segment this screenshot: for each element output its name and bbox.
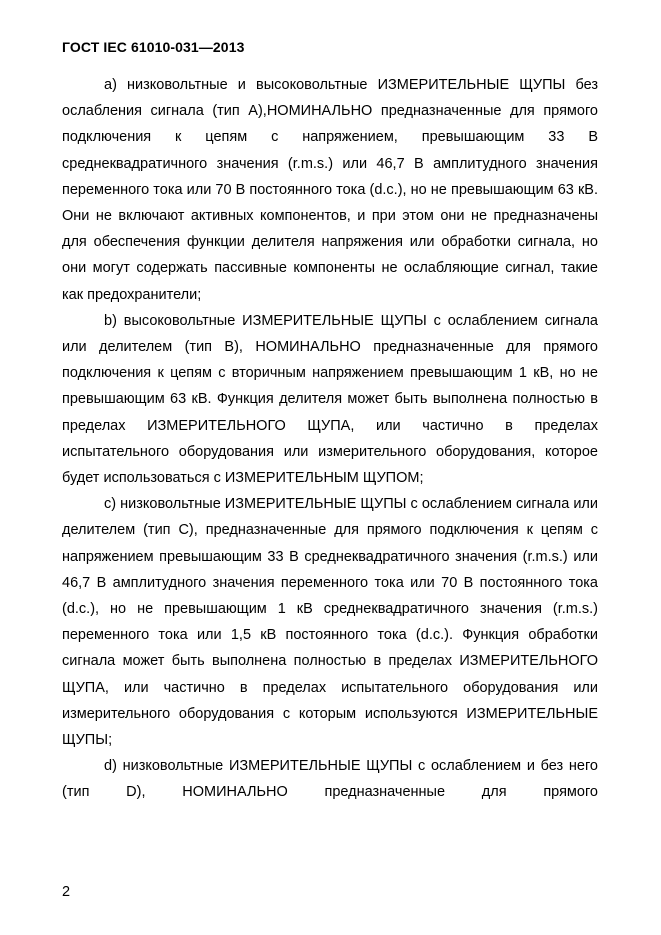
paragraph-type-b: b) высоковольтные ИЗМЕРИТЕЛЬНЫЕ ЩУПЫ с ослаблением сигнала или делителем (тип В), НОМИНАЛЬНО предназначенные для прямого подключения к цепям с вторичным напряжением превышающим 1 кВ, но не превышающим 63 кВ. Функция делителя может быть выполнена полностью в пределах ИЗМЕРИТЕЛЬНОГО ЩУПА, или частично в пределах испытательного оборудования или измерительного оборудования, которое будет использоваться с ИЗМЕРИТЕЛЬНЫМ ЩУПОМ;	[62, 312, 598, 487]
document-header-title: ГОСТ IEC 61010-031—2013	[62, 39, 245, 55]
paragraph-type-c: c) низковольтные ИЗМЕРИТЕЛЬНЫЕ ЩУПЫ с ослаблением сигнала или делителем (тип С), предназначенные для прямого подключения к цепям с напряжением превышающим 33 В среднеквадратичного значения (r.m.s.) или 46,7 В амплитудного значения переменного тока или 70 В постоянного тока (d.c.), но не превышающим 1 кВ среднеквадратичного значения (r.m.s.) переменного тока или 1,5 кВ постоянного тока (d.c.). Функция обработки сигнала может быть выполнена полностью в пределах ИЗМЕРИТЕЛЬНОГО ЩУПА, или частично в пределах испытательного оборудования или измерительного оборудования с которым используются ИЗМЕРИТЕЛЬНЫЕ ЩУПЫ;	[62, 496, 598, 749]
paragraph-type-d: d) низковольтные ИЗМЕРИТЕЛЬНЫЕ ЩУПЫ с ослаблением и без него (тип D), НОМИНАЛЬНО предназначенные для прямого	[62, 758, 598, 801]
document-body	[62, 72, 598, 806]
page-number: 2	[62, 884, 71, 900]
paragraph-type-a: a) низковольтные и высоковольтные ИЗМЕРИТЕЛЬНЫЕ ЩУПЫ без ослабления сигнала (тип А),НОМИНАЛЬНО предназначенные для прямого подключения к цепям с напряжением, превышающим 33 В среднеквадратичного значения (r.m.s.) или 46,7 В амплитудного значения переменного тока или 70 В постоянного тока (d.c.), но не превышающим 63 кВ. Они не включают активных компонентов, и при этом они не предназначены для обеспечения функции делителя напряжения или обработки сигнала, но они могут содержать пассивные компоненты не ослабляющие сигнал, такие как предохранители;	[62, 77, 598, 303]
